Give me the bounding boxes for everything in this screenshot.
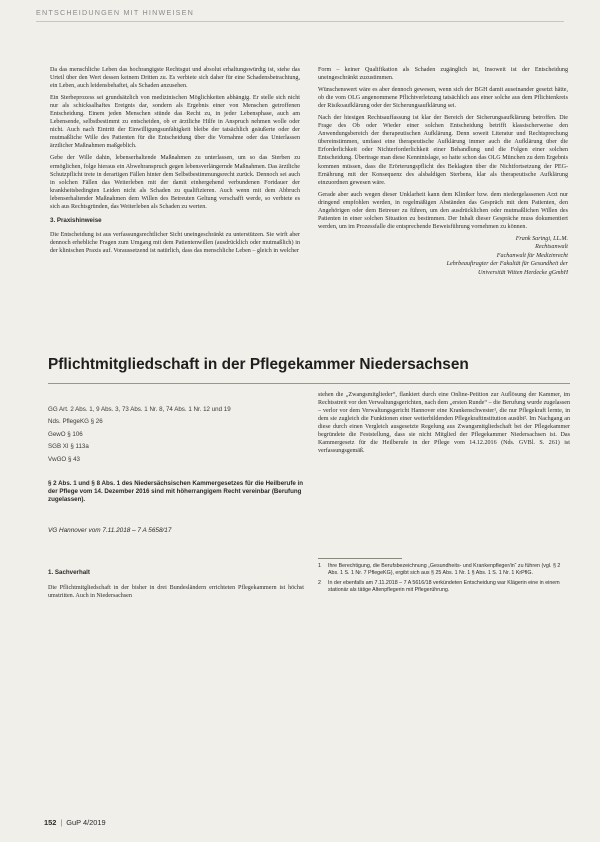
author-title: Fachanwalt für Medizinrecht xyxy=(496,252,568,259)
court-citation: VG Hannover vom 7.11.2018 – 7 A 5658/17 xyxy=(48,527,172,534)
footnote-divider xyxy=(318,558,402,559)
author-name: Frank Saringi, LL.M. xyxy=(515,235,568,242)
header-divider xyxy=(36,21,564,22)
author-role: Rechtsanwalt xyxy=(535,244,568,251)
norm-item: VwGO § 43 xyxy=(48,455,80,463)
section-heading-praxishinweise: 3. Praxishinweise xyxy=(50,216,102,224)
footnote-number: 1 xyxy=(318,563,321,569)
footnote-text: Ihre Berechtigung, die Berufsbezeichnung „Gesundheits- und Krankenpfleger/in“ zu führen (vgl. § 2 Abs. 1 S. 1 Nr. 7 PflegeKG), ergibt sich aus § 25 Abs. 1 Nr. 1 § Abs. 1 S. 1 Nr. 1 KrPflG. xyxy=(328,563,561,576)
paragraph: Form – keiner Qualifikation als Schaden zugänglich ist, Insoweit ist der Entscheidung uneingeschränkt zuzustimmen. xyxy=(318,67,568,82)
bottom-right-column xyxy=(318,391,570,459)
author-signature xyxy=(318,235,568,277)
norm-item: SGB XI § 113a xyxy=(48,443,89,451)
norm-list xyxy=(48,404,304,466)
top-right-column xyxy=(318,66,568,277)
paragraph: Ein Sterbeprozess sei grundsätzlich von medizinischen Möglichkeiten abhängig. Er stelle sich nicht nur als schicksalhaftes Ereignis dar, sondern als Ergebnis einer von Menschen getroffenen Entscheidung. Einem jeden Menschen stünde das Recht zu, in jeder Lebensphase, auch am Lebensende, selbstbestimmt zu entscheiden, ob er ärztliche Hilfe in Anspruch nehmen wolle oder nicht. Auch nach Eintritt der Einwilligungsunfähigkeit bleibe der tatsächlich geäußerte oder der mutmaßliche Wille des Patienten für die Entscheidung über die Vornahme oder das Unterlassen ärztlicher Maßnahmen maßgeblich. xyxy=(50,95,300,150)
norm-item: Nds. PflegeKG § 26 xyxy=(48,418,103,426)
paragraph: Die Pflichtmitgliedschaft in der bisher in drei Bundesländern errichteten Pflegekammern ist höchst umstritten. Auch in Niedersachsen xyxy=(48,585,304,600)
author-affiliation: Lehrbeauftragter der Fakultät für Gesundheit der xyxy=(446,261,568,268)
page-footer: 152 | GuP 4/2019 xyxy=(44,818,106,827)
paragraph: Die Entscheidung ist aus verfassungsrechtlicher Sicht uneingeschränkt zu unterstützen. Sie wirft aber dennoch erhebliche Fragen zum Umgang mit dem Patientenwillen (ausdrücklich oder mutmaßlich) in der klinischen Praxis auf. Voraussetzend ist natürlich, dass das menschliche Leben – gleich in welcher xyxy=(50,231,300,254)
footnote-text: In der ebenfalls am 7.11.2018 – 7 A 5616/18 verkündeten Entscheidung war Klägerin eine in einem stationär als tätige Altenpflegerin mit Pflegerührung. xyxy=(328,579,560,593)
title-divider xyxy=(48,383,570,384)
article-title: Pflichtmitgliedschaft in der Pflegekammer Niedersachsen xyxy=(48,356,469,373)
footnotes xyxy=(318,563,570,597)
footnote xyxy=(318,580,570,594)
norm-item: GG Art. 2 Abs. 1, 9 Abs. 3, 73 Abs. 1 Nr. 8, 74 Abs. 1 Nr. 12 und 19 xyxy=(48,406,231,413)
journal-issue: GuP 4/2019 xyxy=(66,818,106,827)
top-left-column xyxy=(50,66,300,259)
norm-item: GewO § 106 xyxy=(48,430,83,438)
paragraph: stehen die „Zwangsmitglieder“, flankiert durch eine Online-Petition zur Auflösung der Kammer, im Rechtsstreit vor den Verwaltungsgerichten, nach dem „ersten Runde“ – die Berufung wurde zugelassen – verlor vor dem Verwaltungsgericht Hannover eine Krankenschwester¹, die nur Pflegekraft lernte, in dem sie zugleich die Funktionen einer weiterbildenden Pflegekraftinstitution ausübt². Im Nachgang an diese durch einen Vergleich ausgesetzte Regelung aus Zwangsmitgliedschaft bei der Pflegekammer begründete die Feststellung, dass sie nicht Mitglied der Pflegekammer Niedersachsen ist. Das Kammergesetz für die Heilberufe in der Pflege vom 14.12.2016 (Nds. GVBl. S. 261) ist verfassungsgemäß. xyxy=(318,392,570,455)
author-affiliation: Universität Witten Herdecke gGmbH xyxy=(478,269,568,276)
paragraph: Da das menschliche Leben das hochrangigste Rechtsgut und absolut erhaltungswürdig ist, stehe das Urteil über den Wert dessen keinem Dritten zu. Es verbiete sich daher für eine Schadensbetrachtung, ein Leben, auch leidensbehaftet, als Schaden anzusehen. xyxy=(50,67,300,90)
section-heading-sachverhalt: 1. Sachverhalt xyxy=(48,569,90,576)
sachverhalt-section xyxy=(48,569,304,600)
page-number: 152 xyxy=(44,818,57,827)
paragraph: Wünschenswert wäre es aber dennoch gewesen, wenn sich der BGH damit auseinander gesetzt hätte, ob die vom OLG angenommene Pflichtverletzung tatsächlich aus einer solche aus dem Pflichtenkreis der Risikoaufklärung oder der Sicherungsaufklärung sei. xyxy=(318,87,568,110)
paragraph: Nach der hiesigen Rechtsauffassung ist klar der Bereich der Sicherungsaufklärung betroffen. Die Frage des Ob oder Wieder einer solchen Entscheidung betrifft klassischerweise den Anwendungsbereich der therapeutischen Aufklärung. Denn soweit Literatur und Rechtsprechung übereinstimmen, umfasst eine therapeutische Aufklärung immer auch die Aufklärung über die Erforderlichkeit oder Nichterforderlichkeit einer Behandlung und die Folgen einer solchen Entscheidung. Übertrage man diese Kenntnislage, so hatte schon das OLG München zu dem Ergebnis kommen müssen, dass die Erörterungspflicht des Beklagten über die Nichtfortsetzung der PEG-Ernährung mit der Konsequenz des alsbaldigen Sterbens, klar als therapeutische Aufklärung einzuordnen gewesen wäre. xyxy=(318,115,568,186)
paragraph: Gebe der Wille dahin, lebenserhaltende Maßnahmen zu unterlassen, um so das Sterben zu ermöglichen, folge hieraus ein Abwehranspruch gegen lebensverlängernde Maßnahmen. Das ärztliche Schutzpflicht trete in derartigen Fällen hinter dem Selbstbestimmungsrecht zurück. Dennoch sei auch in solchen Fällen das Weiterleben mit der damit einhergehend verbundenen Fortdauer der krankheitsbedingten Leiden nicht als Schaden zu qualifizieren. Auch wenn mit dem Abbruch lebenserhaltender Maßnahmen dem Willen des Betreuten Geltung verschafft werde, so verbiete es sich aus Rechtsgründen, das Weiterleben als Schaden zu werten. xyxy=(50,155,300,210)
headnote: § 2 Abs. 1 und § 8 Abs. 1 des Niedersächsischen Kammergesetzes für die Heilberufe in der Pflege vom 14. Dezember 2016 sind mit höherrangigem Recht vereinbar (Berufung zugelassen). xyxy=(48,480,304,504)
paragraph: Gerade aber auch wegen dieser Unklarheit kann dem Kliniker bzw. dem niedergelassenen Arzt nur dringend empfohlen werden, in regelmäßigen Abständen das Gespräch mit dem Patienten, den Angehörigen oder dem Betreuer zu führen, um den ausdrücklichen oder mutmaßlichen Willen des Patienten in einer solchen Situation zu bestimmen. Der Inhalt dieser Gespräche muss dokumentiert werden, um im Prozessfalle die entsprechende Beweisführung vornehmen zu können. xyxy=(318,191,568,230)
footnote-number: 2 xyxy=(318,579,321,586)
running-header: ENTSCHEIDUNGEN MIT HINWEISEN xyxy=(36,8,195,17)
footnote xyxy=(318,563,570,577)
